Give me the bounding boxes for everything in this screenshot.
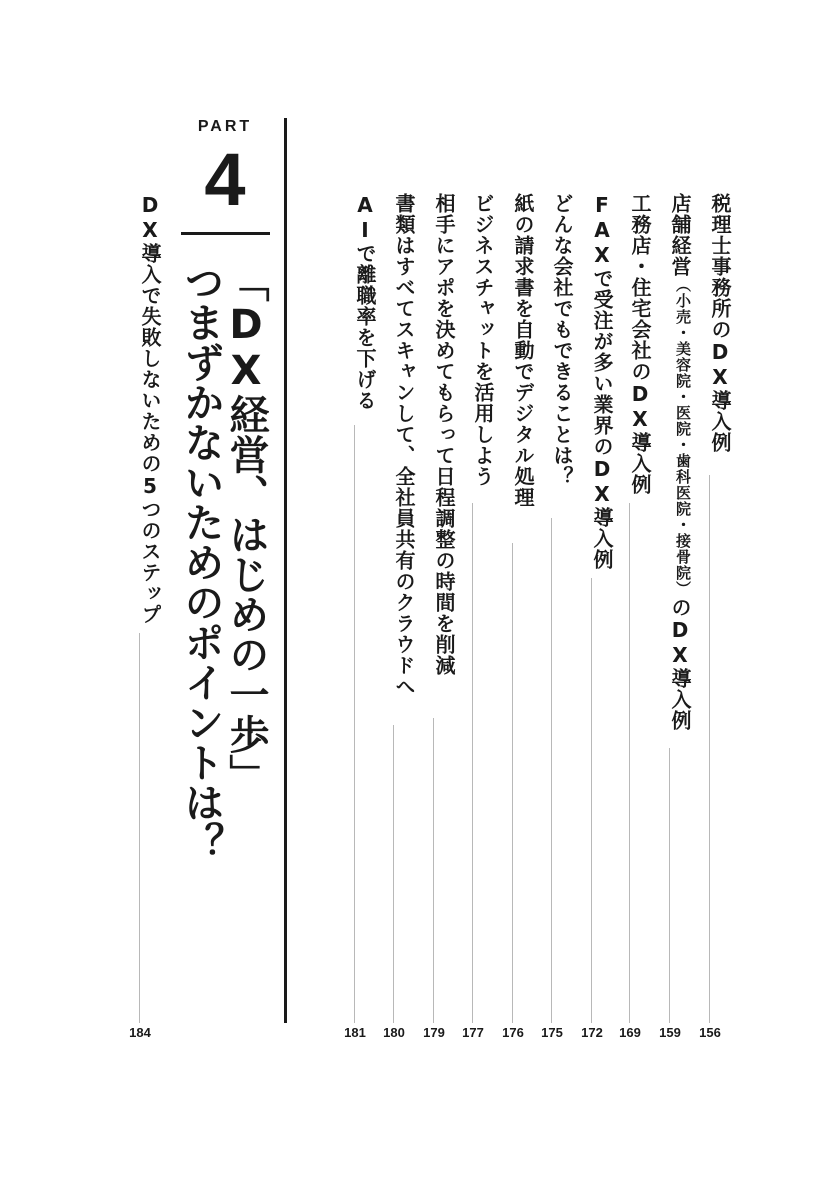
leader-line xyxy=(472,503,473,1023)
leader-line xyxy=(433,718,434,1023)
leader-line xyxy=(139,633,140,1023)
toc-entry-title: 工務店・住宅会社のDX導入例 xyxy=(628,193,652,495)
toc-entry-title: ビジネスチャットを活用しよう xyxy=(471,193,495,487)
page-number: 184 xyxy=(129,1025,151,1040)
page-number: 172 xyxy=(581,1025,603,1040)
toc-entry-title: DX導入で失敗しないための5つのステップ xyxy=(138,193,162,625)
page-number: 159 xyxy=(659,1025,681,1040)
toc-entry-title: 紙の請求書を自動でデジタル処理 xyxy=(511,193,535,508)
part-divider xyxy=(181,232,270,235)
toc-entry[interactable] xyxy=(572,193,614,1040)
toc-entry-title: 相手にアポを決めてもらって日程調整の時間を削減 xyxy=(432,193,456,676)
toc-entry-title: 税理士事務所のDX導入例 xyxy=(708,193,732,453)
page-number: 179 xyxy=(423,1025,445,1040)
part-title-line2: つまずかないためのポイントは？ xyxy=(178,262,224,862)
page-number: 181 xyxy=(344,1025,366,1040)
part-title-line1: 「DX経営、はじめの一歩」 xyxy=(223,262,269,794)
page-number: 175 xyxy=(541,1025,563,1040)
page-number: 180 xyxy=(383,1025,405,1040)
leader-line xyxy=(629,503,630,1023)
vertical-divider xyxy=(284,118,287,1023)
toc-entry-title xyxy=(650,193,690,731)
toc-entry-title-part: 店舗経営 xyxy=(668,193,692,277)
toc-entry-title: AIで離職率を下げる xyxy=(353,193,377,411)
toc-entry-section[interactable] xyxy=(120,193,162,1040)
part-number: 4 xyxy=(204,138,246,221)
toc-entry[interactable] xyxy=(414,193,456,1040)
leader-line xyxy=(669,748,670,1023)
leader-line xyxy=(551,518,552,1023)
toc-entry[interactable] xyxy=(650,193,692,1040)
toc-entry-title: FAXで受注が多い業界のDX導入例 xyxy=(590,193,614,570)
page-number: 177 xyxy=(462,1025,484,1040)
leader-line xyxy=(709,475,710,1023)
toc-entry-title-part: のDX導入例 xyxy=(668,597,692,731)
leader-line xyxy=(393,725,394,1023)
toc-entry[interactable] xyxy=(610,193,652,1040)
page-number: 169 xyxy=(619,1025,641,1040)
toc-entry[interactable] xyxy=(335,193,377,1040)
toc-entry[interactable] xyxy=(453,193,495,1040)
toc-entry[interactable] xyxy=(532,193,574,1040)
leader-line xyxy=(512,543,513,1023)
toc-entry[interactable] xyxy=(374,193,416,1040)
toc-entry-title: 書類はすべてスキャンして、全社員共有のクラウドへ xyxy=(392,193,416,697)
toc-entry-title: どんな会社でもできることは？ xyxy=(550,193,574,487)
page-number: 156 xyxy=(699,1025,721,1040)
part-label: PART xyxy=(197,118,253,135)
leader-line xyxy=(354,425,355,1023)
toc-entry-title-part: （小売・美容院・医院・歯科医院・接骨院） xyxy=(674,277,692,597)
toc-entry[interactable] xyxy=(493,193,535,1040)
toc-entry[interactable] xyxy=(690,193,732,1040)
page-number: 176 xyxy=(502,1025,524,1040)
leader-line xyxy=(591,578,592,1023)
